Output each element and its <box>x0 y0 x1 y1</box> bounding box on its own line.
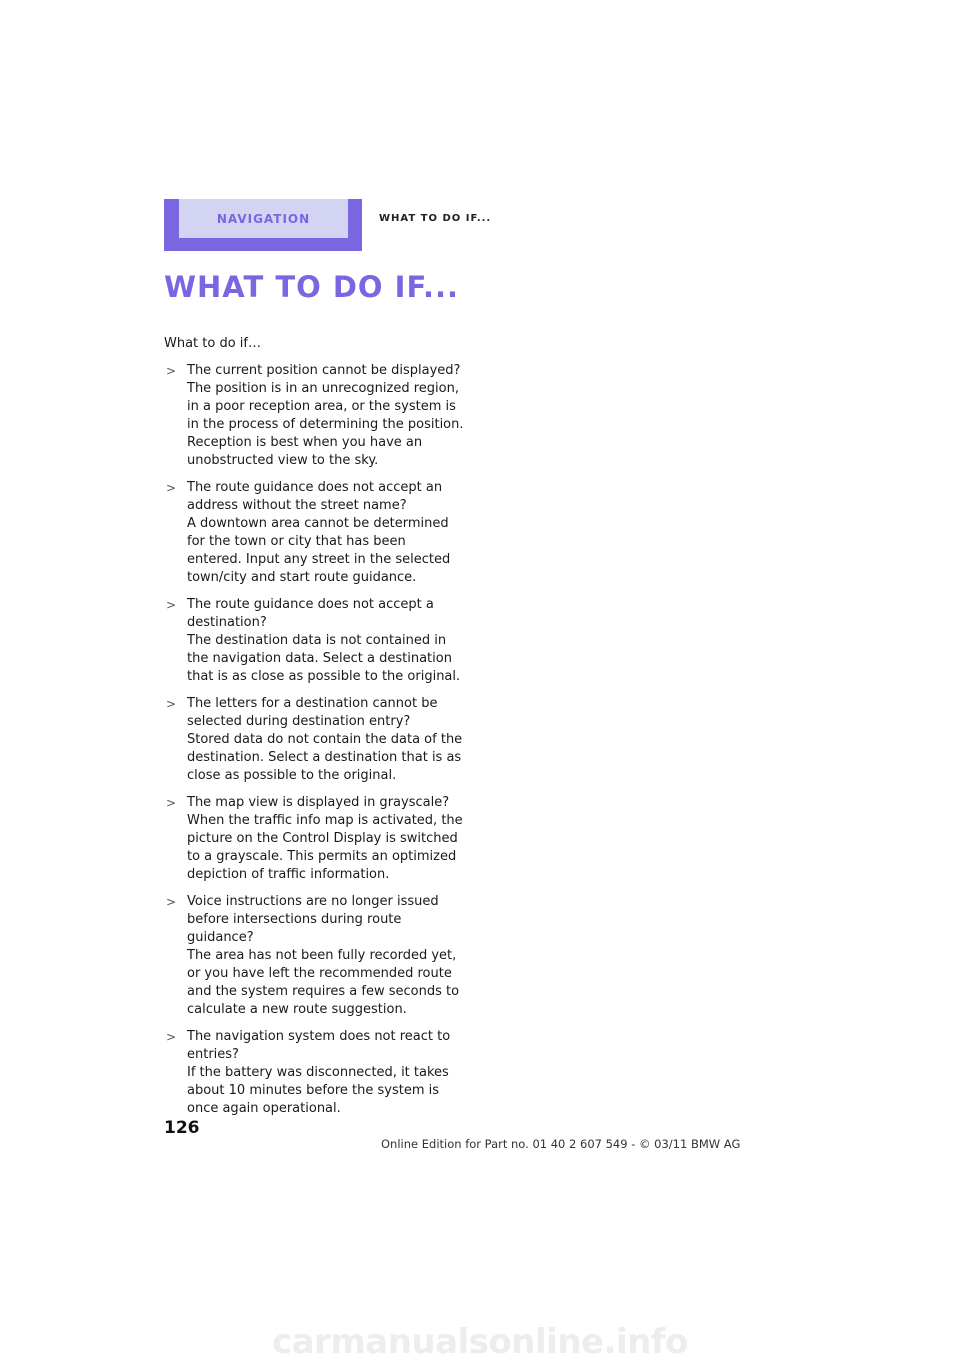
question-text: The map view is displayed in grayscale? <box>187 795 450 810</box>
answer-text: The area has not been fully recorded yet, or you have left the recommended route and the system requires a few seconds to calculate a new route suggestion. <box>187 948 460 1017</box>
answer-text: If the battery was disconnected, it takes about 10 minutes before the system is once again operational. <box>187 1065 449 1116</box>
list-item <box>164 695 464 785</box>
intro-text: What to do if… <box>164 336 261 351</box>
list-item <box>164 794 464 884</box>
bullet-arrow-icon: > <box>166 697 177 711</box>
question-text: Voice instructions are no longer issued before intersections during route guidance? <box>187 894 439 945</box>
bullet-arrow-icon: > <box>166 481 177 495</box>
watermark: carmanualsonline.info <box>271 1322 689 1362</box>
answer-text: Stored data do not contain the data of the destination. Select a destination that is as close as possible to the original. <box>187 732 463 783</box>
page-title: WHAT TO DO IF... <box>164 270 460 304</box>
content-column <box>164 335 464 1127</box>
list-item <box>164 479 464 587</box>
list-item <box>164 596 464 686</box>
answer-text: When the traffic info map is activated, the picture on the Control Display is switched to a grayscale. This permits an optimized depiction of traffic information. <box>187 813 463 882</box>
page-number: 126 <box>164 1118 200 1138</box>
section-tab <box>164 199 362 251</box>
running-head: WHAT TO DO IF... <box>379 213 492 224</box>
bullet-arrow-icon: > <box>166 364 177 378</box>
question-text: The route guidance does not accept a destination? <box>187 597 434 630</box>
question-text: The navigation system does not react to entries? <box>187 1029 451 1062</box>
answer-text: The destination data is not contained in the navigation data. Select a destination that is as close as possible to the original. <box>187 633 461 684</box>
question-text: The route guidance does not accept an address without the street name? <box>187 480 443 513</box>
section-tab-label: NAVIGATION <box>216 212 311 226</box>
answer-text: A downtown area cannot be determined for the town or city that has been entered. Input any street in the selected town/city and start route guidance. <box>187 516 451 585</box>
bullet-arrow-icon: > <box>166 598 177 612</box>
online-edition-note: Online Edition for Part no. 01 40 2 607 549 - © 03/11 BMW AG <box>381 1137 741 1151</box>
answer-text: The position is in an unrecognized region, in a poor reception area, or the system is in the process of determining the position. Reception is best when you have an unobstructed view to the sky. <box>187 381 464 468</box>
question-text: The letters for a destination cannot be selected during destination entry? <box>187 696 438 729</box>
qa-list <box>164 362 464 1118</box>
bullet-arrow-icon: > <box>166 1030 177 1044</box>
list-item <box>164 362 464 470</box>
list-item <box>164 893 464 1019</box>
bullet-arrow-icon: > <box>166 796 177 810</box>
bullet-arrow-icon: > <box>166 895 177 909</box>
question-text: The current position cannot be displayed? <box>187 363 461 378</box>
list-item <box>164 1028 464 1118</box>
